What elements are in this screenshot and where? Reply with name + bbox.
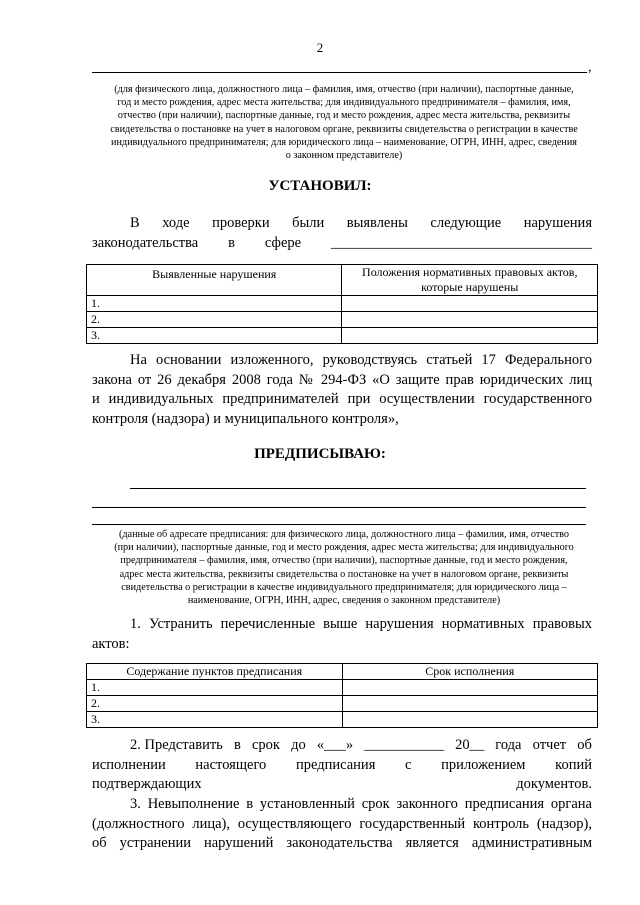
note-line: (при наличии), паспортные данные, год и место рождения, адрес места жительства; для индивидуального bbox=[114, 542, 574, 554]
item-1-line: актов: bbox=[92, 635, 130, 652]
basis-line: На основании изложенного, руководствуясь статьей 17 Федерального bbox=[130, 352, 592, 368]
basis-paragraph bbox=[92, 351, 592, 429]
basis-line: и индивидуальных предпринимателей при осуществлении государственного bbox=[92, 391, 592, 408]
basis-line: контроля (надзора) и муниципального контроля», bbox=[92, 410, 399, 427]
row-cell bbox=[342, 312, 598, 328]
column-header: Содержание пунктов предписания bbox=[87, 664, 343, 680]
row-cell bbox=[342, 680, 598, 696]
comma: , bbox=[588, 60, 592, 75]
column-header: Положения нормативных правовых актов, которые нарушены bbox=[342, 265, 598, 296]
page-number: 2 bbox=[316, 40, 324, 55]
row-number: 1. bbox=[87, 296, 342, 312]
note-line: индивидуального предпринимателя; для юридического лица – наименование, ОГРН, ИНН, адрес, сведения bbox=[111, 136, 577, 148]
item-2-line-2: исполнении настоящего предписания с приложением копий bbox=[92, 756, 592, 773]
note-line: свидетельства о регистрации в качестве индивидуального предпринимателя; для юридического лица – bbox=[121, 581, 567, 593]
table-row bbox=[87, 680, 598, 696]
intro-line-1: В ходе проверки были выявлены следующие нарушения bbox=[130, 215, 592, 231]
row-number: 1. bbox=[87, 680, 343, 696]
row-cell bbox=[342, 296, 598, 312]
note-line: год и место рождения, адрес места жительства; для индивидуального предпринимателя – фамилия, имя, bbox=[117, 97, 571, 109]
item-3-line: (должностного лица), осуществляющего государственный контроль (надзор), bbox=[92, 815, 592, 832]
note-line: адрес места жительства, реквизиты свидетельства о постановке на учет в налоговом органе, реквизиты bbox=[119, 568, 569, 580]
note-line: предпринимателя – фамилия, имя, отчество (при наличии), паспортные данные, год и место рождения, bbox=[120, 555, 568, 567]
row-number: 2. bbox=[87, 312, 342, 328]
table-row bbox=[87, 312, 598, 328]
established-heading: УСТАНОВИЛ: bbox=[268, 178, 372, 194]
row-number: 3. bbox=[87, 328, 342, 344]
note-line: о законном представителе) bbox=[285, 150, 403, 162]
item-2-line-3: подтверждающих документов. bbox=[92, 776, 592, 793]
prescribe-heading: ПРЕДПИСЫВАЮ: bbox=[254, 446, 386, 462]
row-number: 2. bbox=[87, 696, 343, 712]
prescription-table bbox=[86, 663, 598, 728]
note-line: (для физического лица, должностного лица – фамилия, имя, отчество (при наличии), паспортные данные, bbox=[114, 84, 574, 95]
basis-line: закона от 26 декабря 2008 года № 294-ФЗ «О защите прав юридических лиц bbox=[92, 371, 592, 388]
column-header: Выявленные нарушения bbox=[87, 265, 342, 296]
recipient-fill-line bbox=[92, 507, 586, 508]
note-line: отчество (при наличии), паспортные данные, год и место рождения, адрес места жительства, реквизиты bbox=[117, 110, 571, 122]
violations-table bbox=[86, 264, 598, 344]
table-row bbox=[87, 328, 598, 344]
item-2-line-1: 2. Представить в срок до «___» ___________ 20__ года отчет об bbox=[130, 737, 592, 753]
row-cell bbox=[342, 696, 598, 712]
note-line: (данные об адресате предписания: для физического лица, должностного лица – фамилия, имя, отчество bbox=[118, 529, 569, 540]
note-line: наименование, ОГРН, ИНН, адрес, сведения о законном представителе) bbox=[187, 595, 501, 607]
item-3 bbox=[92, 795, 592, 854]
recipient-note bbox=[86, 528, 602, 607]
recipient-fill-line bbox=[130, 488, 586, 489]
row-cell bbox=[342, 328, 598, 344]
item-1 bbox=[92, 615, 592, 654]
item-2 bbox=[92, 736, 592, 795]
note-line: свидетельства о постановке на учет в налоговом органе, реквизиты свидетельства о регистрации в качестве bbox=[110, 123, 578, 135]
item-1-line: 1. Устранить перечисленные выше нарушения нормативных правовых bbox=[130, 616, 592, 632]
intro-line-2: законодательства в сфере ____________________________________ bbox=[92, 234, 592, 251]
row-cell bbox=[342, 712, 598, 728]
item-3-line: об устранении нарушений законодательства является административным bbox=[92, 835, 592, 852]
addressee-note bbox=[88, 83, 600, 162]
table-row bbox=[87, 296, 598, 312]
violations-intro bbox=[92, 214, 592, 253]
recipient-fill-line bbox=[92, 524, 586, 525]
table-row bbox=[87, 696, 598, 712]
table-row bbox=[87, 712, 598, 728]
column-header: Срок исполнения bbox=[342, 664, 598, 680]
addressee-fill-line bbox=[92, 72, 587, 73]
item-3-line: 3. Невыполнение в установленный срок законного предписания органа bbox=[130, 796, 592, 812]
row-number: 3. bbox=[87, 712, 343, 728]
